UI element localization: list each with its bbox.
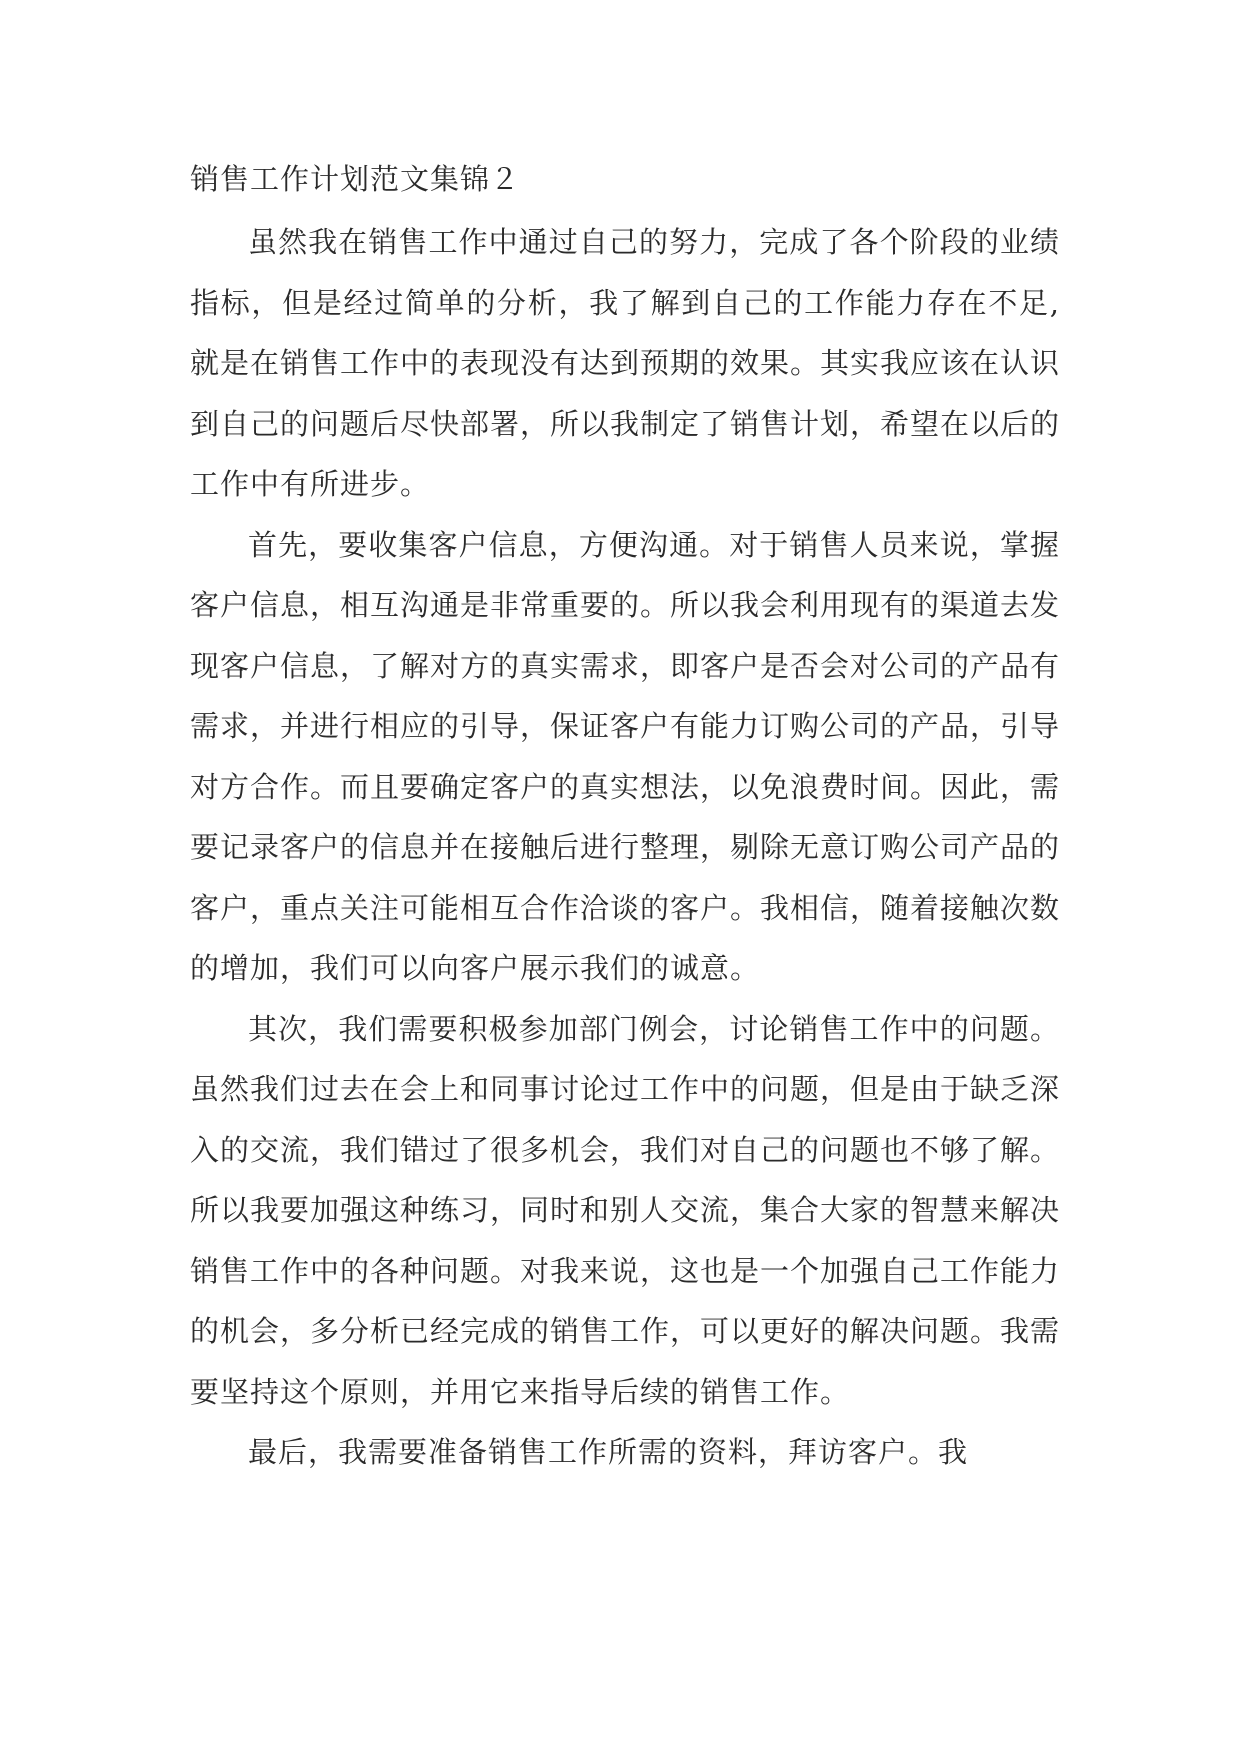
- paragraph-1: 虽然我在销售工作中通过自己的努力，完成了各个阶段的业绩指标，但是经过简单的分析，我了解到自己的工作能力存在不足,就是在销售工作中的表现没有达到预期的效果。其实我应该在认识到自己的问题后尽快部署，所以我制定了销售计划，希望在以后的工作中有所进步。: [190, 225, 1061, 501]
- paragraph-2: 首先，要收集客户信息，方便沟通。对于销售人员来说，掌握客户信息，相互沟通是非常重要的。所以我会利用现有的渠道去发现客户信息，了解对方的真实需求，即客户是否会对公司的产品有需求，并进行相应的引导，保证客户有能力订购公司的产品，引导对方合作。而且要确定客户的真实想法，以免浪费时间。因此，需要记录客户的信息并在接触后进行整理，剔除无意订购公司产品的客户，重点关注可能相互合作洽谈的客户。我相信，随着接触次数的增加，我们可以向客户展示我们的诚意。: [190, 527, 1061, 985]
- document-title: 销售工作计划范文集锦２: [190, 162, 521, 196]
- paragraph-3: 其次，我们需要积极参加部门例会，讨论销售工作中的问题。虽然我们过去在会上和同事讨论过工作中的问题，但是由于缺乏深入的交流，我们错过了很多机会，我们对自己的问题也不够了解。所以我要加强这种练习，同时和别人交流，集合大家的智慧来解决销售工作中的各种问题。对我来说，这也是一个加强自己工作能力的机会，多分析已经完成的销售工作，可以更好的解决问题。我需要坚持这个原则，并用它来指导后续的销售工作。: [190, 1011, 1061, 1409]
- document-body: [190, 160, 1060, 1483]
- paragraph-4: 最后，我需要准备销售工作所需的资料，拜访客户。我: [248, 1435, 969, 1469]
